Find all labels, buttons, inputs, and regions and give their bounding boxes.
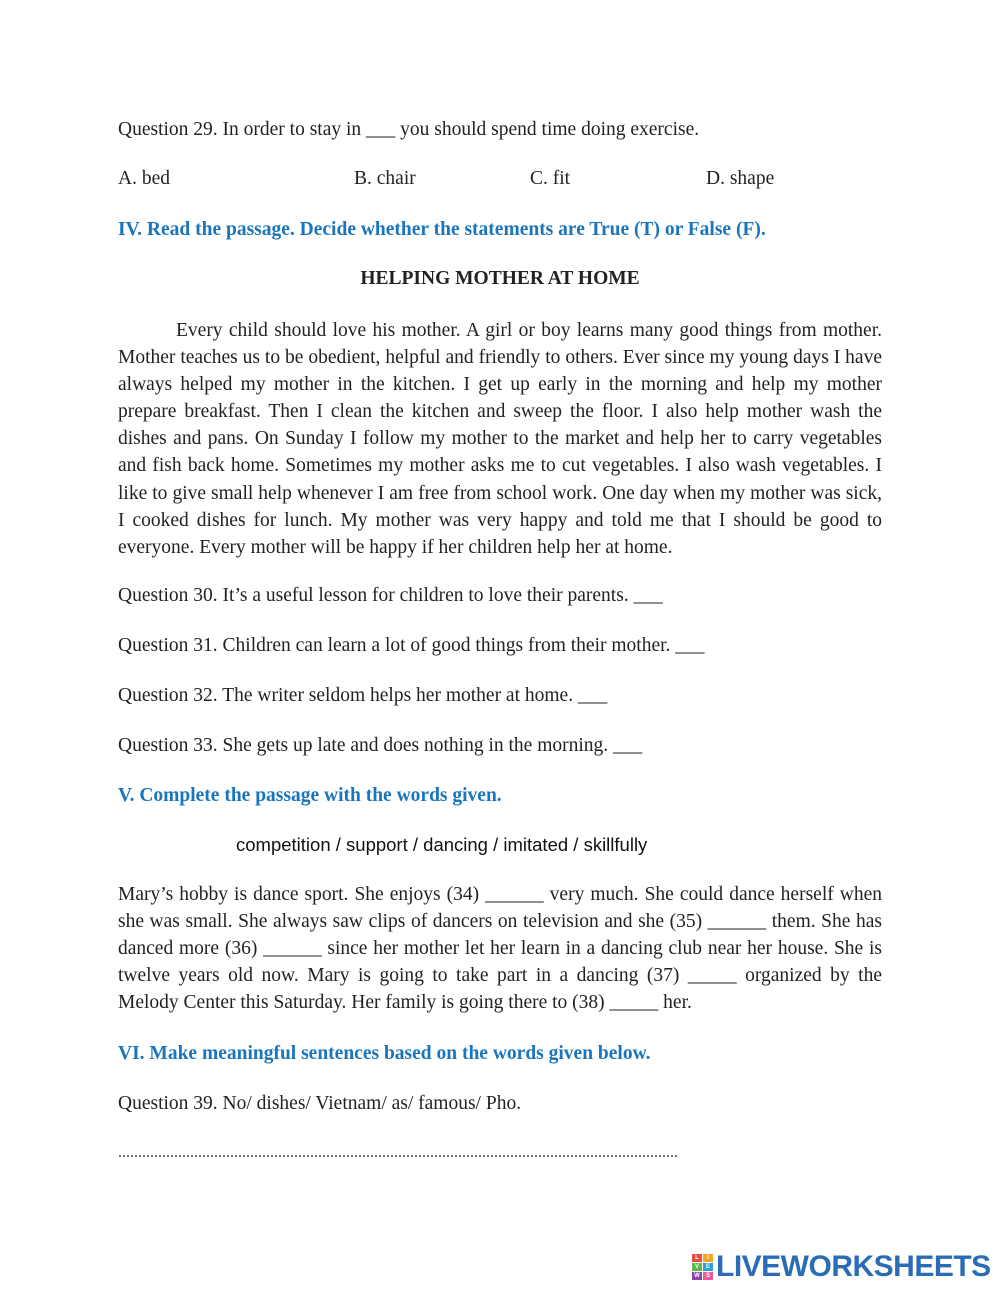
q29-option-d[interactable]: D. shape xyxy=(706,168,775,189)
passage-title: HELPING MOTHER AT HOME xyxy=(360,268,640,289)
liveworksheets-logo xyxy=(692,1250,991,1284)
question-30: Question 30. It’s a useful lesson for children to love their parents. ___ xyxy=(118,585,663,606)
question-32: Question 32. The writer seldom helps her mother at home. ___ xyxy=(118,685,608,706)
q29-option-b[interactable]: B. chair xyxy=(354,168,416,189)
reading-passage: Every child should love his mother. A girl or boy learns many good things from mother. Mother teaches us to be obedient, helpful and friendly to others. Ever since my young days I have always helped my mother in the kitchen. I get up early in the morning and help my mother prepare breakfast. Then I clean the kitchen and sweep the floor. I also help mother wash the dishes and pans. On Sunday I follow my mother to the market and help her to carry vegetables and fish back home. Sometimes my mother asks me to cut vegetables. I also wash vegetables. I like to give small help whenever I am free from school work. One day when my mother was sick, I cooked dishes for lunch. My mother was very happy and told me that I should be good to everyone. Every mother will be happy if her children help her at home. xyxy=(118,320,882,558)
liveworksheets-icon: L I V E W S xyxy=(692,1254,713,1280)
question-39: Question 39. No/ dishes/ Vietnam/ as/ famous/ Pho. xyxy=(118,1093,522,1114)
word-bank: competition / support / dancing / imitated / skillfully xyxy=(236,834,648,855)
section-5-heading: V. Complete the passage with the words given. xyxy=(118,785,502,806)
question-31: Question 31. Children can learn a lot of good things from their mother. ___ xyxy=(118,635,705,656)
q29-option-a[interactable]: A. bed xyxy=(118,168,170,189)
section-6-heading: VI. Make meaningful sentences based on the words given below. xyxy=(118,1043,651,1064)
answer-line[interactable]: ............................................................................................................................................ xyxy=(118,1144,678,1161)
q29-option-c[interactable]: C. fit xyxy=(530,168,571,189)
section-4-heading: IV. Read the passage. Decide whether the statements are True (T) or False (F). xyxy=(118,219,766,240)
brand-name: LIVEWORKSHEETS xyxy=(716,1250,991,1283)
cloze-passage: Mary’s hobby is dance sport. She enjoys (34) ______ very much. She could dance herself when she was small. She always saw clips of dancers on television and she (35) ______ them. She has danced more (36) ______ since her mother let her learn in a dancing club near her house. She is twelve years old now. Mary is going to take part in a dancing (37) _____ organized by the Melody Center this Saturday. Her family is going there to (38) _____ her. xyxy=(118,884,882,1014)
question-33: Question 33. She gets up late and does nothing in the morning. ___ xyxy=(118,735,643,756)
question-29: Question 29. In order to stay in ___ you should spend time doing exercise. xyxy=(118,119,700,140)
